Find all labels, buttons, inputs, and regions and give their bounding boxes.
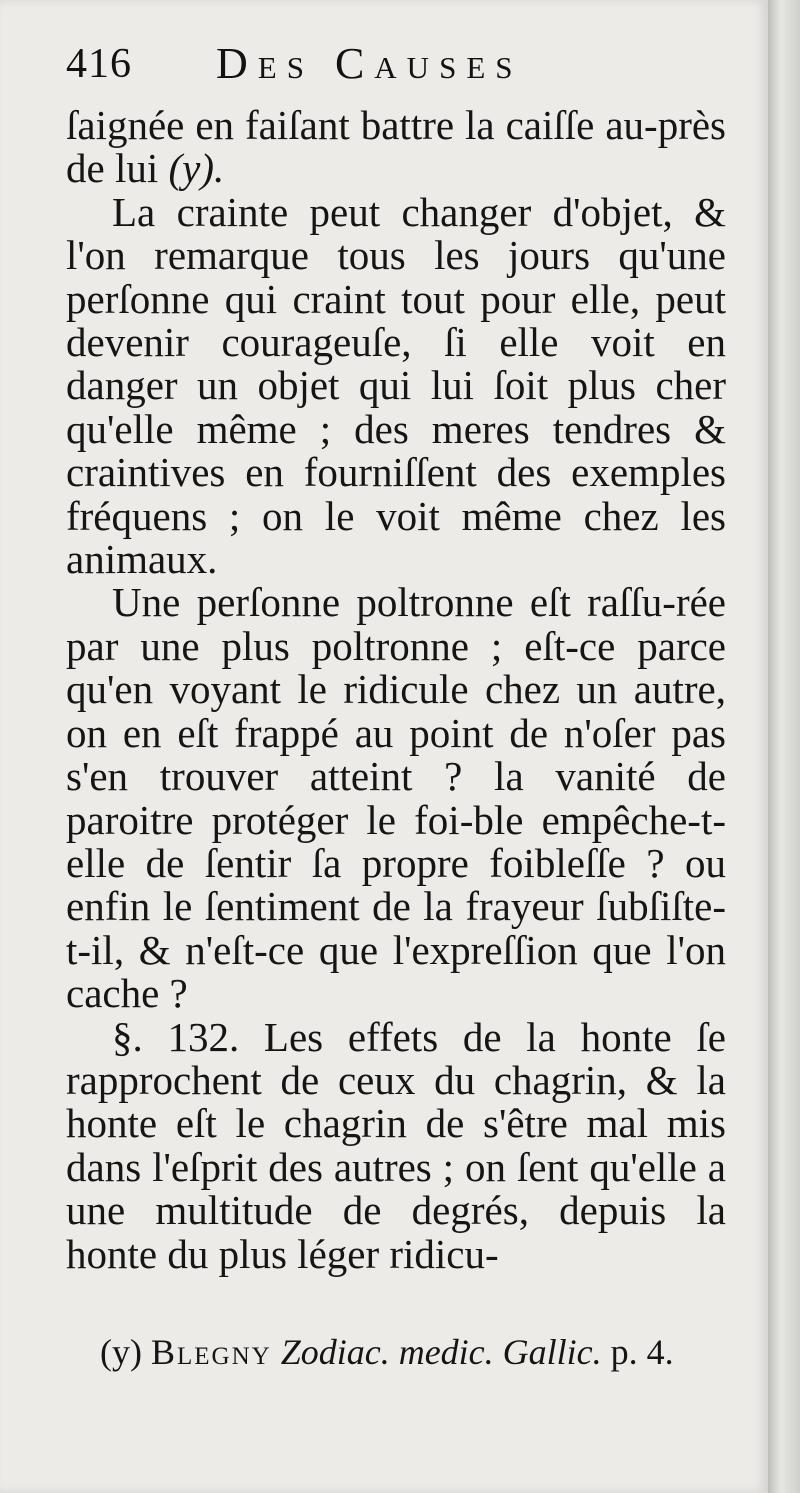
footnote-author: Blegny bbox=[150, 1332, 272, 1372]
page-edge-shadow bbox=[768, 0, 800, 1493]
footnote-work: Zodiac. medic. Gallic. bbox=[280, 1332, 602, 1372]
paragraph-3: Une perſonne poltronne eſt raſſu-rée par une plus poltronne ; eſt-ce parce qu'en voyant le ridicule chez un autre, on en eſt frappé au point de n'oſer pas s'en trouver atteint ? la vanité de paroitre protéger le foi-ble empêche-t-elle de ſentir ſa propre foibleſſe ? ou enfin le ſentiment de la frayeur ſubſiſte-t-il, & n'eſt-ce que l'expreſſion que l'on cache ? bbox=[66, 579, 726, 1017]
footnote bbox=[100, 1330, 740, 1374]
paragraph-1 bbox=[66, 104, 726, 191]
paragraph-4-section-132: §. 132. Les effets de la honte ſe rapprochent de ceux du chagrin, & la honte eſt le chagrin de s'être mal mis dans l'eſprit des autres ; on ſent qu'elle a une multitude de degrés, depuis la honte du plus léger ridicu- bbox=[66, 1013, 726, 1277]
body-text bbox=[66, 104, 726, 1276]
footnote-page: p. 4. bbox=[610, 1332, 674, 1372]
paragraph-2: La crainte peut changer d'objet, & l'on remarque tous les jours qu'une perſonne qui craint tout pour elle, peut devenir courageuſe, ſi elle voit en danger un objet qui lui ſoit plus cher qu'elle même ; des meres tendres & craintives en fourniſſent des exemples fréquens ; on le voit même chez les animaux. bbox=[66, 188, 726, 583]
footnote-reference: (y). bbox=[168, 145, 225, 192]
page-number: 416 bbox=[66, 41, 132, 87]
paragraph-1-text: ſaignée en faiſant battre la caiſſe au-près de lui bbox=[66, 102, 726, 192]
footnote-marker: (y) bbox=[100, 1332, 142, 1372]
running-head: Des Causes bbox=[216, 39, 523, 88]
page-header bbox=[66, 36, 626, 92]
